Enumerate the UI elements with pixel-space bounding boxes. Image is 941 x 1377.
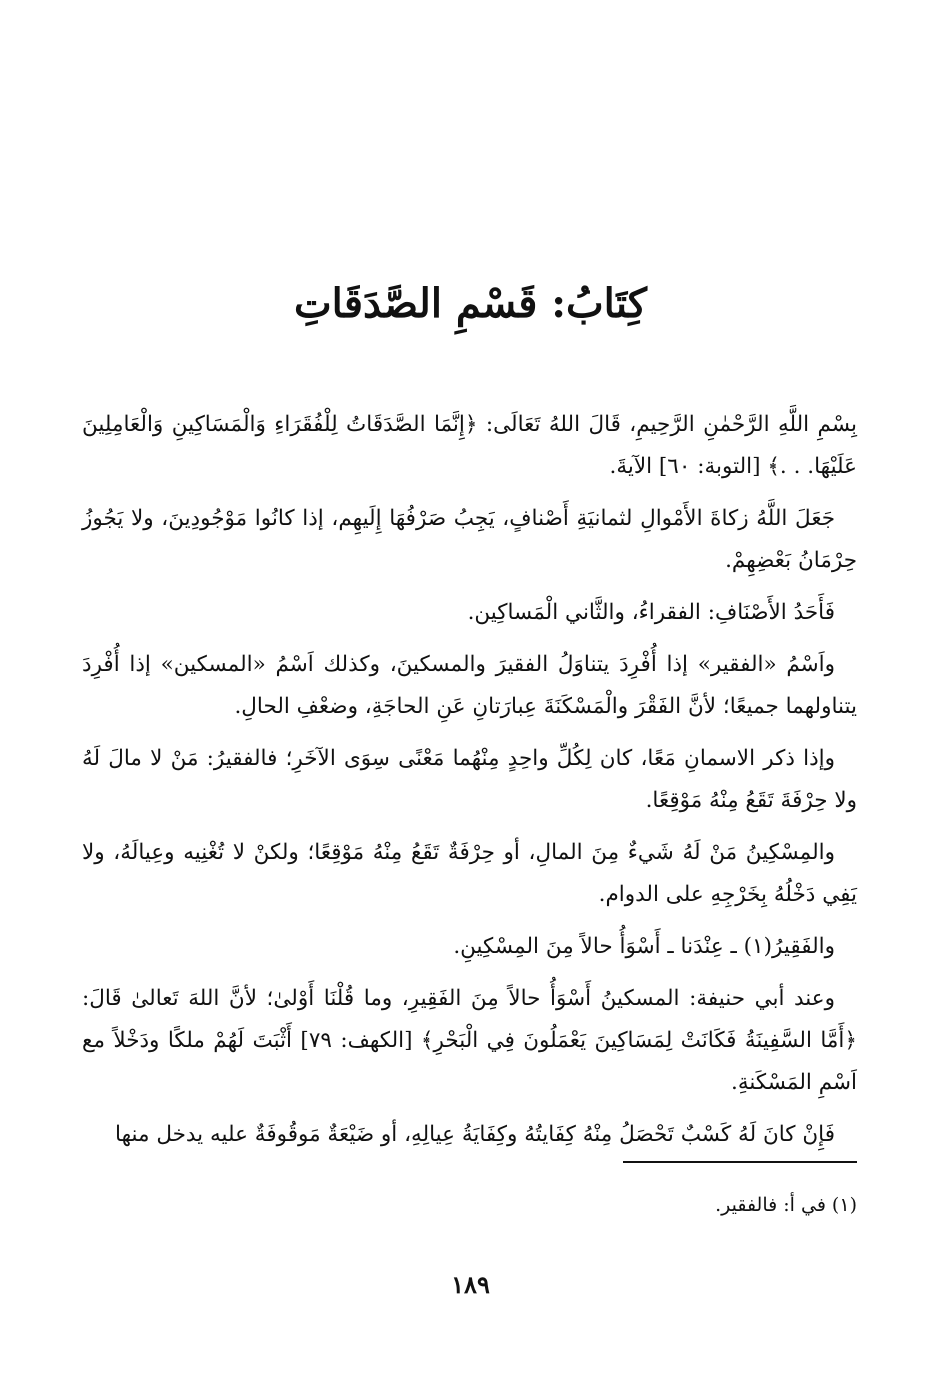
- footnote-separator: [623, 1161, 857, 1163]
- page-number: ١٨٩: [451, 1270, 490, 1299]
- paragraph: واَسْمُ «الفقير» إذا أُفْرِدَ يتناوَلُ الفقيرَ والمسكينَ، وكذلك اَسْمُ «المسكين» إذا أُفْرِدَ يتناولهما جميعًا؛ لأنَّ الفَقْرَ والْمَسْكَنَةَ عِبارَتانِ عَنِ الحاجَةِ، وضعْفِ الحالِ.: [82, 652, 857, 719]
- paragraph: والمِسْكِينُ مَنْ لَهُ شَيءٌ مِنَ المالِ، أو حِرْفَةٌ تَقَعُ مِنْهُ مَوْقِعًا؛ ولكنْ لا تُغْنِيه وعِيالَهُ، ولا يَفِي دَخْلُهُ بِخَرْجِهِ على الدوام.: [82, 840, 857, 907]
- footnote: (١) في أ: فالفقير.: [715, 1194, 857, 1216]
- chapter-title: كِتَابُ: قَسْمِ الصَّدَقَاتِ: [294, 280, 647, 327]
- paragraph: وعند أبي حنيفة: المسكينُ أَسْوَأُ حالاً مِنَ الفَقِيرِ، وما قُلْنَا أَوْلىٰ؛ لأنَّ اللهَ تَعالىٰ قَالَ: ﴿أَمَّا السَّفِينَةُ فَكَانَتْ لِمَسَاكِينَ يَعْمَلُونَ فِي الْبَحْرِ﴾ [الكهف: ٧٩] أَثْبَتَ لَهُمْ ملكًا ودَخْلاً مع اَسْمِ المَسْكَنةِ.: [82, 986, 857, 1095]
- paragraph: فَإِنْ كانَ لَهُ كَسْبٌ تَحْصَلُ مِنْهُ كِفَايتُهُ وكِفَايَةُ عِيالِهِ، أو ضَيْعَةٌ مَوقُوفَةٌ عليه يدخل منها: [115, 1122, 835, 1147]
- paragraph: فَأَحَدُ الأَصْنَافِ: الفقراءُ، والثَّاني الْمَساكِين.: [467, 600, 835, 625]
- paragraph: وإذا ذكر الاسمانِ مَعًا، كان لِكُلِّ واحِدٍ مِنْهُما مَعْنًى سِوَى الآخَرِ؛ فالفقيرُ: مَنْ لا مالَ لَهُ ولا حِرْفَةَ تَقَعُ مِنْهُ مَوْقِعًا.: [82, 746, 857, 813]
- body-text: [82, 404, 857, 1166]
- paragraph: والفَقِيرُ(١) ـ عِنْدَنا ـ أَسْوَأُ حالاً مِنَ المِسْكِينِ.: [453, 934, 835, 959]
- paragraph: جَعَلَ اللَّهُ زكاةَ الأَمْوالِ لثمانيَةِ أَصْنافٍ، يَجِبُ صَرْفُهَا إِلَيهِم، إذا كانُوا مَوْجُودِينَ، ولا يَجُوزُ حِرْمَانُ بَعْضِهِمْ.: [82, 506, 857, 573]
- paragraph-basmala: بِسْمِ اللَّهِ الرَّحْمٰنِ الرَّحِيمِ، قَالَ اللهُ تَعَالَى: ﴿إِنَّمَا الصَّدَقَاتُ لِلْفُقَرَاءِ وَالْمَسَاكِينِ وَالْعَامِلِينَ عَلَيْهَا. . .﴾ [التوبة: ٦٠] الآيةَ.: [82, 412, 857, 479]
